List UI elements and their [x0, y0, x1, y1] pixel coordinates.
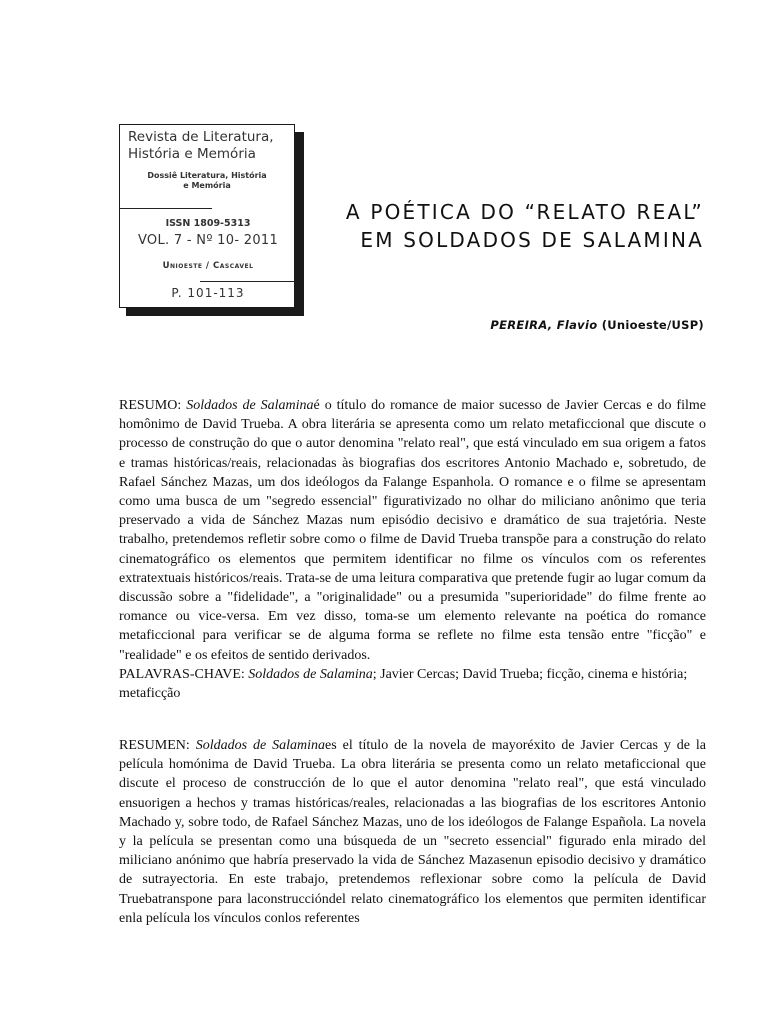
- dossier-line2: e Memória: [183, 181, 231, 190]
- journal-title: [128, 129, 293, 163]
- author-name: PEREIRA, Flavio: [490, 318, 598, 332]
- abstract-portuguese: [119, 396, 706, 703]
- institution: Unioeste / Cascavel: [162, 261, 254, 271]
- divider: [120, 208, 212, 209]
- resumo-work-title: Soldados de Salamina: [186, 398, 314, 413]
- article-title: [304, 198, 704, 254]
- journal-title-line1: Revista de Literatura,: [128, 129, 274, 145]
- resumen-text: es el título de la novela de mayoréxito de Javier Cercas y de la película homónima de David Trueba. La obra literária se presenta como un relato metaficcional que discute el proceso de construcción de lo que el autor denomina "relato real", que está vinculado ensuorigen a hechos y tramas históricas/reales, relacionadas a las biografias de los escritores Antonio Machado y, sobre todo, de Rafael Sánchez Mazas, uno de los ideólogos de Falange Española. La novela y la película se presentan como una búsqueda de un "secreto essencial" figurado enla mirado del miliciano anónimo que habría preservado la vida de Sánchez Mazasenun episodio decisivo y dramático de sutrayectoria. En este trabajo, pretendemos reflexionar sobre como la película de David Truebatranspone para laconstruccióndel relato cinematográfico los elementos que permiten identificar enla película los vínculos conlos referentes: [119, 738, 707, 926]
- resumen-label: RESUMEN:: [119, 738, 190, 753]
- divider: [200, 281, 296, 282]
- resumo-label: RESUMO:: [119, 398, 182, 413]
- issn: ISSN 1809-5313: [165, 218, 251, 229]
- keywords-work-title: Soldados de Salamina: [248, 666, 373, 682]
- article-title-line1: A POÉTICA DO “RELATO REAL”: [345, 200, 704, 224]
- dossier-label: [132, 171, 282, 191]
- keywords-label: PALAVRAS-CHAVE:: [119, 666, 245, 682]
- resumo-text: é o título do romance de maior sucesso de Javier Cercas e do filme homônimo de David Trueba. A obra literária se apresenta como um relato metaficcional que discute o processo de construção do que o autor denomina "relato real", que está vinculado em sua origem a fatos e tramas históricas/reais, relacionadas às biografias dos escritores Antonio Machado e, sobretudo, de Rafael Sánchez Mazas, um dos ideólogos da Falange Espanhola. O romance e o filme se apresentam como uma busca de um "segredo essencial" figurativizado no olhar do miliciano anônimo que teria preservado a vida de Sánchez Mazas num episódio decisivo e dramático de sua trajetória. Neste trabalho, pretendemos refletir sobre como o filme de David Trueba transpõe para a construção do relato cinematográfico os elementos que permitem identificar no filme os vínculos com os referentes extratextuais históricos/reais. Trata-se de uma leitura comparativa que pretende fugir ao lugar comum da discussão sobre a "fidelidade", a "originalidade" ou a presumida "superioridade" do filme frente ao romance ou vice-versa. Em vez disso, toma-se um elemento relevante na poética do romance metaficcional para verificar se de alguma forma se reflete no filme esta tensão entre "ficção" e "realidade" e os efeitos de sentido derivados.: [119, 398, 706, 663]
- dossier-line1: Dossiê Literatura, História: [147, 171, 267, 180]
- resumen-work-title: Soldados de Salamina: [195, 738, 326, 753]
- keywords-text: ; Javier Cercas; David Trueba; ficção, cinema e história; metaficção: [119, 666, 688, 702]
- author-affiliation: (Unioeste/USP): [601, 318, 704, 332]
- resumen-paragraph: [119, 736, 706, 928]
- volume: VOL. 7 - Nº 10- 2011: [137, 233, 279, 248]
- abstract-spanish: [119, 736, 706, 928]
- article-title-line2: EM SOLDADOS DE SALAMINA: [360, 228, 704, 252]
- journal-info-box: [119, 124, 295, 308]
- page-range: P. 101-113: [171, 286, 245, 300]
- keywords-paragraph: [119, 665, 706, 703]
- author-byline: [404, 318, 704, 332]
- journal-title-line2: História e Memória: [128, 146, 256, 162]
- resumo-paragraph: [119, 396, 706, 665]
